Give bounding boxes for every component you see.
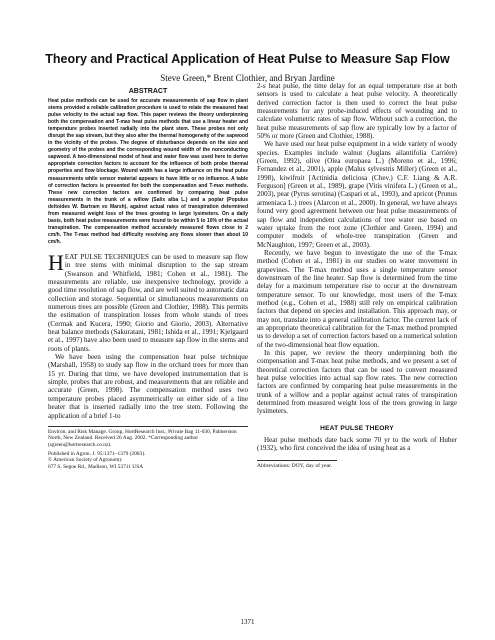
intro-paragraph-1	[48, 249, 248, 353]
abstract-text: Heat pulse methods can be used for accurate measurements of sap flow in plant stems provided a reliable calibration procedure is used to relate the measured heat pulse velocity to the actual sap flow. This paper reviews the theory underpinning both the compensation and T-max heat pulse methods that use a linear heater and temperature probes inserted radially into the plant stem. These probes not only disrupt the sap stream, but they also alter the thermal homogeneity of the sapwood in the vicinity of the probes. The degree of disturbance depends on the size and geometry of the probes and the corresponding wound width of the nonconducting sapwood. A two-dimensional model of heat and water flow was used here to derive appropriate correction factors to account for the influence of both probe thermal properties and flow blockage. Wound width has a large influence on the heat pulse measurements while sensor material appears to have little or no influence. A table of correction factors is presented for both the compensation and T-max methods. These new correction factors are confirmed by comparing heat pulse measurements in the trunk of a willow (Salix alba L.) and a poplar (Populus deltoides W. Bartram ex Marsh), against actual rates of transpiration determined from measured weight loss of the trees growing in large lysimeters. On a daily basis, both heat pulse measurements were found to be within 5 to 10% of the actual transpiration. The compensation method accurately measured flows close to 2 cm/h. The T-max method had difficulty resolving any flows slower than about 10 cm/h.	[48, 98, 248, 245]
article-title: Theory and Practical Application of Heat Pulse to Measure Sap Flow	[45, 52, 450, 66]
body-paragraph-2: We have used our heat pulse equipment in a wide variety of woody species. Examples include walnut (Juglans ailantifolia Carrière) (Green, 1992), olive (Olea europaea L.) (Moreno et al., 1996; Fernandez et al., 2001), apple (Malus sylvestris Miller) (Green et al., 1998), kiwifruit [Actinidia deliciosa (Chev.) C.F. Liang & A.R. Ferguson] (Green et al., 1989), grape (Vitis vinifera L.) (Green et al., 2003), pear (Pyrus serotina) (Caspari et al., 1993), and apricot (Prunus armeniaca L.) trees (Alarcon et al., 2000). In general, we have always found very good agreement between our heat pulse measurements of sap flow and independent calculations of tree water use based on water uptake from the root zone (Clothier and Green, 1994) and computer models of whole-tree transpiration (Green and McNaughton, 1997; Green et al., 2003).	[257, 140, 457, 249]
body-paragraph-1: 2-s heat pulse, the time delay for an equal temperature rise at both sensors is used to calculate a heat pulse velocity. A theoretically derived correction factor is then used to correct the heat pulse measurements for any probe-induced effects of wounding and to calculate volumetric rates of sap flow. Without such a correction, the heat pulse measurements of sap flow are typically low by a factor of 50% or more (Green and Clothier, 1988).	[257, 82, 457, 141]
footnote-affiliation: Environ. and Risk Manage. Group, HortResearch Inst., Private Bag 11-030, Palmerston North, New Zealand. Received 26 Aug. 2002. *Corresponding author (sgreen@hortresearch.co.nz).	[48, 428, 237, 448]
body-paragraph-4: In this paper, we review the theory underpinning both the compensation and T-max heat pulse methods, and we present a set of theoretical correction factors that can be used to convert measured heat pulse velocities into actual sap flow rates. The new correction factors are confirmed by comparing heat pulse measurements in the trunk of a willow and a poplar against actual rates of transpiration determined from measured weight loss of the trees growing in large lysimeters.	[257, 349, 457, 416]
footnote-divider	[48, 426, 248, 427]
drop-cap: H	[48, 249, 64, 275]
intro-paragraph-2: We have been using the compensation heat pulse technique (Marshall, 1958) to study sap flow in the orchard trees for more than 15 yr. During that time, we have developed instrumentation that is simple, probes that are robust, and measurements that are reliable and accurate (Green, 1998). The compensation method uses two temperature probes placed asymmetrically on either side of a line heater that is inserted radially into the tree stem. Following the application of a brief 1-to	[48, 353, 248, 420]
page-number: 1371	[240, 618, 255, 626]
right-column	[257, 82, 457, 469]
author-list: Steve Green,* Brent Clothier, and Bryan Jardine	[160, 73, 335, 83]
footnote-publication: Published in Agron. J. 95:1371–1379 (2003).	[48, 451, 146, 458]
intro-text-1: can be used to measure sap flow in tree stems with minimal disruption to the sap stream (Swanson and Whitfield, 1981; Cohen et al., 1981). The measurements are reliable, use inexpensive technology, provide a good time resolution of sap flow, and are well suited to automatic data collection and storage. Sequential or simultaneous measurements on numerous trees are possible (Green and Clothier, 1988). This permits the estimation of transpiration losses from whole stands of trees (Cermak and Kucera, 1990; Giorio and Giorio, 2003). Alternative heat balance methods (Sakuratani, 1981; Ishida et al., 1991; Kjelgaard et al., 1997) have also been used to measure sap flow in the stems and roots of plants.	[48, 252, 248, 353]
intro-lead-in: EAT PULSE TECHNIQUES	[64, 252, 149, 261]
abstract-heading: ABSTRACT	[128, 88, 168, 95]
left-column	[48, 88, 248, 470]
body-paragraph-5: Heat pulse methods date back some 70 yr to the work of Huber (1932), who first conceived the idea of using heat as a	[257, 435, 457, 453]
abbreviations-divider	[257, 460, 337, 461]
footnote-society: © American Society of Agronomy	[48, 457, 123, 464]
abbreviations-note: Abbreviations: DOY, day of year.	[257, 463, 333, 470]
body-paragraph-3: Recently, we have begun to investigate the use of the T-max method (Cohen et al., 1981) in our studies on water movement in grapevines. The T-max method uses a single temperature sensor downstream of the line heater. Sap flow is determined from the time delay for a maximum temperature rise to occur at the downstream temperature sensor. To our knowledge, most users of the T-max method (e.g., Cohen et al., 1988) still rely on empirical calibration factors that depend on species and installation. This approach may, or may not, translate into a general calibration factor. The current lack of an appropriate theoretical calibration for the T-max method prompted us to develop a set of correction factors based on a numerical solution of the two-dimensional heat flow equation.	[257, 248, 457, 349]
footnote-address: 677 S. Segoe Rd., Madison, WI 53711 USA	[48, 463, 144, 470]
section-heading: HEAT PULSE THEORY	[320, 424, 394, 432]
